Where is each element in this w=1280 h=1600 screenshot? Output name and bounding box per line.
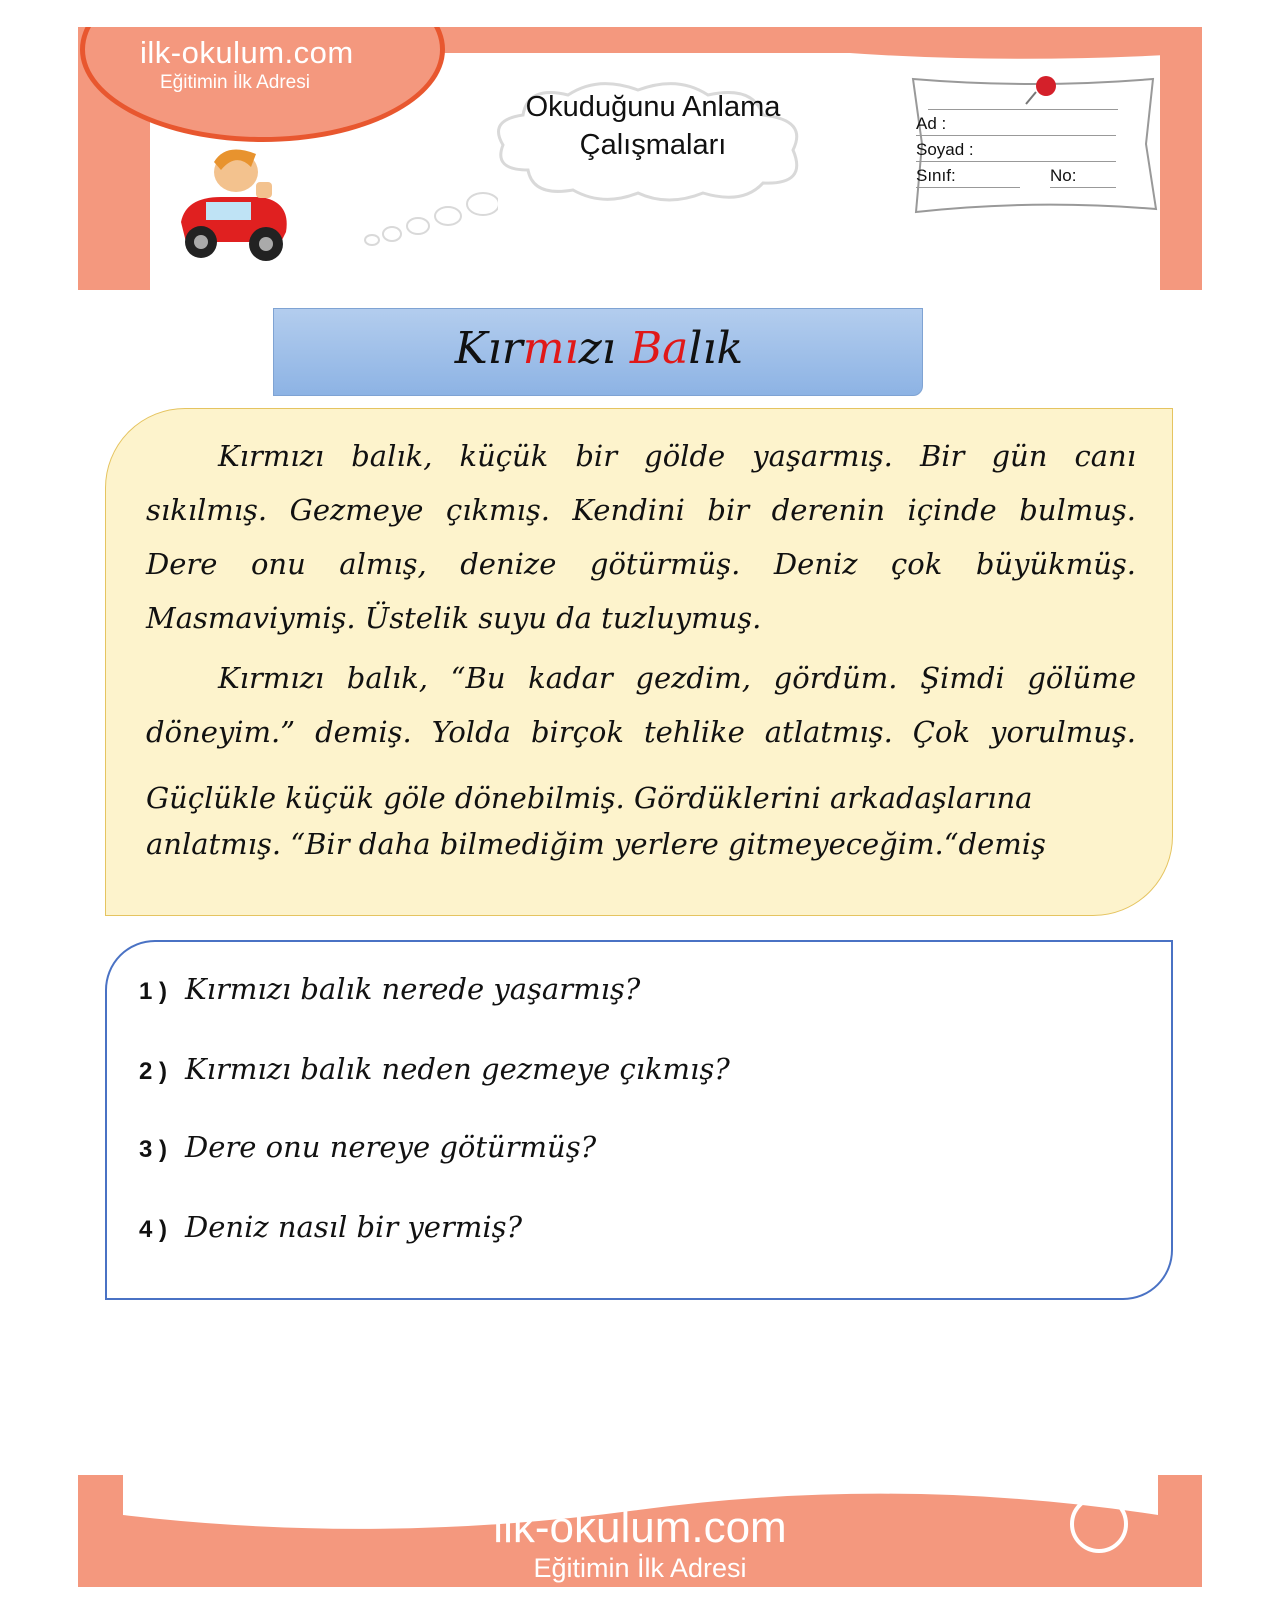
story-line: sıkılmış. Gezmeye çıkmış. Kendini bir derenin içinde bulmuş.: [146, 493, 1136, 527]
question-text: Dere onu nereye götürmüş?: [185, 1130, 597, 1164]
footer-brand-name[interactable]: ilk-okulum.com: [493, 1503, 787, 1552]
question-4: [139, 1210, 522, 1244]
name-field-label: Ad :: [916, 114, 947, 133]
question-number: 2 ): [139, 1058, 168, 1085]
title-part: mı: [522, 323, 579, 374]
story-paragraph-2: [146, 661, 1136, 769]
title-part: lık: [688, 323, 744, 374]
story-line: Masmaviymiş. Üstelik suyu da tuzluymuş.: [146, 601, 762, 635]
story-paragraph-3: [146, 781, 1136, 881]
class-field-label: Sınıf:: [916, 166, 956, 185]
questions-box: [105, 940, 1173, 1300]
name-field-line[interactable]: [916, 135, 1116, 136]
story-box: [105, 408, 1173, 916]
question-text: Deniz nasıl bir yermiş?: [185, 1210, 523, 1244]
story-line: Kırmızı balık, küçük bir gölde yaşarmış. Bir gün canı: [218, 439, 1136, 473]
footer-brand-tagline: Eğitimin İlk Adresi: [533, 1553, 747, 1583]
question-3: [139, 1130, 596, 1164]
worksheet-title-banner: [273, 308, 923, 396]
title-part: Kır: [454, 323, 523, 374]
story-paragraph-1: [146, 439, 1136, 655]
story-line: Dere onu almış, denize götürmüş. Deniz çok büyükmüş.: [146, 547, 1136, 581]
class-field-line[interactable]: [916, 187, 1020, 188]
title-part: zı: [578, 323, 630, 374]
question-text: Kırmızı balık nerede yaşarmış?: [185, 972, 641, 1006]
worksheet-title: [274, 323, 924, 374]
header-title-line2: Çalışmaları: [579, 129, 727, 161]
number-field-label: No:: [1050, 166, 1077, 185]
title-part: Ba: [629, 323, 689, 374]
story-line: Güçlükle küçük göle dönebilmiş. Gördüklerini arkadaşlarına: [146, 781, 1033, 815]
cartoon-car-icon: [166, 142, 296, 272]
question-1: [139, 972, 640, 1006]
thought-bubbles-icon: [268, 192, 498, 262]
surname-field-label: Soyad :: [916, 140, 974, 159]
question-number: 4 ): [139, 1216, 168, 1243]
surname-field-line[interactable]: [916, 161, 1116, 162]
story-line: Kırmızı balık, “Bu kadar gezdim, gördüm. Şimdi gölüme: [218, 661, 1136, 695]
paper-rule-top: [928, 109, 1118, 110]
story-line: anlatmış. “Bir daha bilmediğim yerlere gitmeyeceğim.“demiş: [146, 827, 1046, 861]
question-2: [139, 1052, 730, 1086]
question-text: Kırmızı balık neden gezmeye çıkmış?: [185, 1052, 730, 1086]
number-field-line[interactable]: [1050, 187, 1116, 188]
question-number: 3 ): [139, 1136, 168, 1163]
brand-name[interactable]: ilk-okulum.com: [140, 35, 354, 70]
header-title-line1: Okuduğunu Anlama: [525, 91, 781, 123]
page-footer: [78, 1475, 1202, 1587]
question-number: 1 ): [139, 978, 168, 1005]
brand-tagline: Eğitimin İlk Adresi: [160, 72, 310, 93]
story-line: döneyim.” demiş. Yolda birçok tehlike atlatmış. Çok yorulmuş.: [146, 715, 1136, 749]
page-header: [78, 27, 1202, 290]
